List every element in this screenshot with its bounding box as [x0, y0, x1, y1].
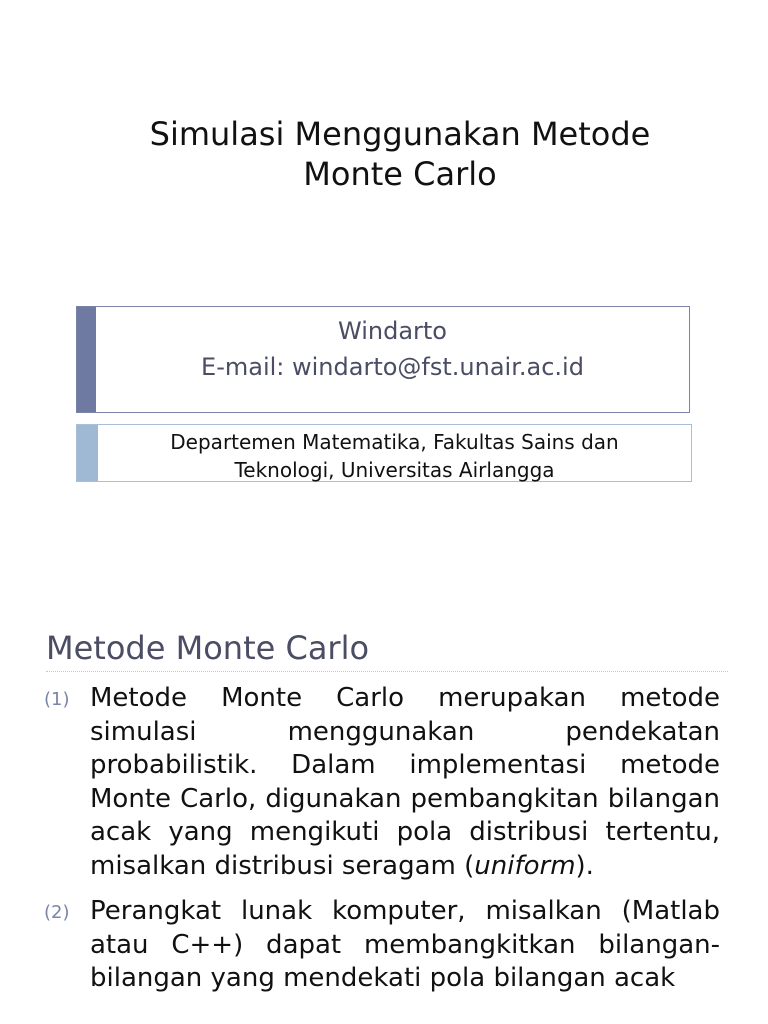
- list-item-text-part: Metode Monte Carlo merupakan metode simulasi menggunakan pendekatan probabilistik. Dalam implementasi metode Monte Carlo, digunakan pembangkitan bilangan acak yang mengikuti pola distribusi tertentu, misalkan distribusi seragam (: [90, 683, 720, 881]
- department-line-1: Departemen Matematika, Fakultas Sains dan: [170, 430, 619, 454]
- list-item-number: (2): [44, 902, 70, 923]
- list-item-text-part: ).: [575, 850, 594, 881]
- department-accent-bar: [77, 425, 98, 481]
- author-box: [76, 306, 690, 413]
- list-item: [44, 895, 720, 996]
- numbered-list: [44, 682, 720, 1008]
- list-item-text: Perangkat lunak komputer, misalkan (Matlab atau C++) dapat membangkitkan bilangan-bilangan yang mendekati pola bilangan acak: [90, 896, 720, 993]
- author-accent-bar: [77, 307, 96, 412]
- list-item-text: [90, 682, 720, 883]
- department-line-2: Teknologi, Universitas Airlangga: [234, 458, 555, 482]
- title-line-2: Monte Carlo: [303, 155, 497, 193]
- author-email: E-mail: windarto@fst.unair.ac.id: [201, 353, 584, 381]
- title-line-1: Simulasi Menggunakan Metode: [149, 115, 651, 153]
- list-item: [44, 682, 720, 883]
- slide-title: [100, 114, 700, 194]
- list-item-text-italic: uniform: [474, 850, 576, 881]
- author-name: Windarto: [338, 317, 447, 345]
- content-slide: [0, 600, 768, 1024]
- department-box: [76, 424, 692, 482]
- slide-heading: Metode Monte Carlo: [46, 629, 370, 667]
- author-info: [96, 313, 689, 385]
- heading-divider: [46, 671, 728, 672]
- list-item-number: (1): [44, 689, 70, 710]
- department-info: [98, 428, 691, 484]
